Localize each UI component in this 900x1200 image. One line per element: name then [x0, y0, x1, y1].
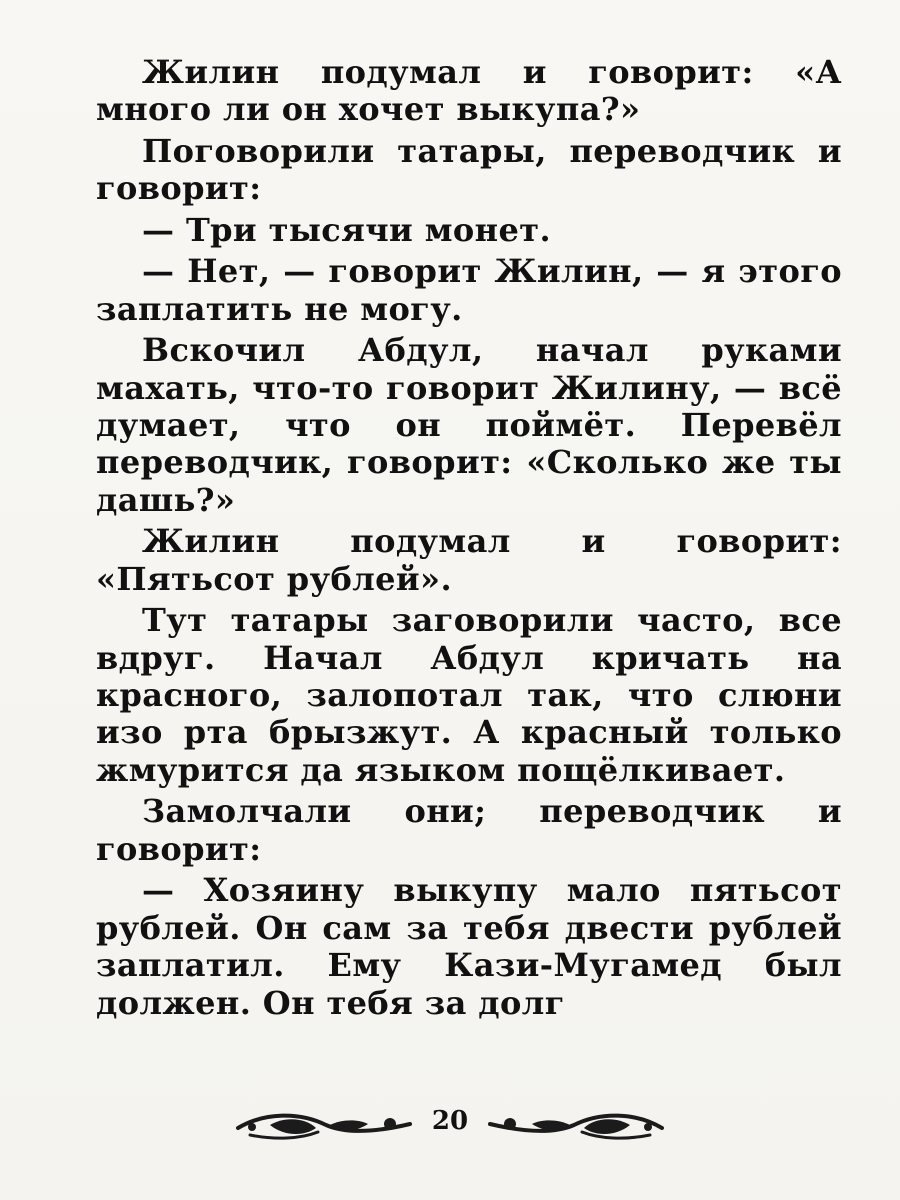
ornament-right-icon — [480, 1104, 670, 1144]
story-text — [96, 54, 842, 1026]
paragraph-6: Жилин подумал и говорит: «Пятьсот рублей». — [96, 522, 842, 598]
paragraph-4: — Нет, — говорит Жилин, — я этого заплатить не могу. — [96, 252, 842, 328]
paragraph-8: Замолчали они; переводчик и говорит: — [96, 792, 842, 868]
paragraph-7: Тут татары заговорили часто, все вдруг. Начал Абдул кричать на красного, залопотал так, что слюни изо рта брызжут. А красный только жмурится да языком пощёлкивает. — [96, 601, 842, 789]
ornament-left-icon — [230, 1104, 420, 1144]
paragraph-1: Жилин подумал и говорит: «А много ли он хочет выкупа?» — [96, 53, 842, 129]
paragraph-5: Вскочил Абдул, начал руками махать, что-то говорит Жилину, — всё думает, что он поймёт. Перевёл переводчик, говорит: «Сколько же ты дашь?» — [96, 331, 842, 519]
page-number: 20 — [431, 1106, 469, 1136]
paragraph-3: — Три тысячи монет. — [142, 210, 552, 249]
paragraph-9: — Хозяину выкупу мало пятьсот рублей. Он сам за тебя двести рублей заплатил. Ему Кази-Мугамед был должен. Он тебя за долг — [96, 871, 842, 1022]
paragraph-2: Поговорили татары, переводчик и говорит: — [96, 131, 842, 208]
page-footer — [230, 1098, 670, 1150]
